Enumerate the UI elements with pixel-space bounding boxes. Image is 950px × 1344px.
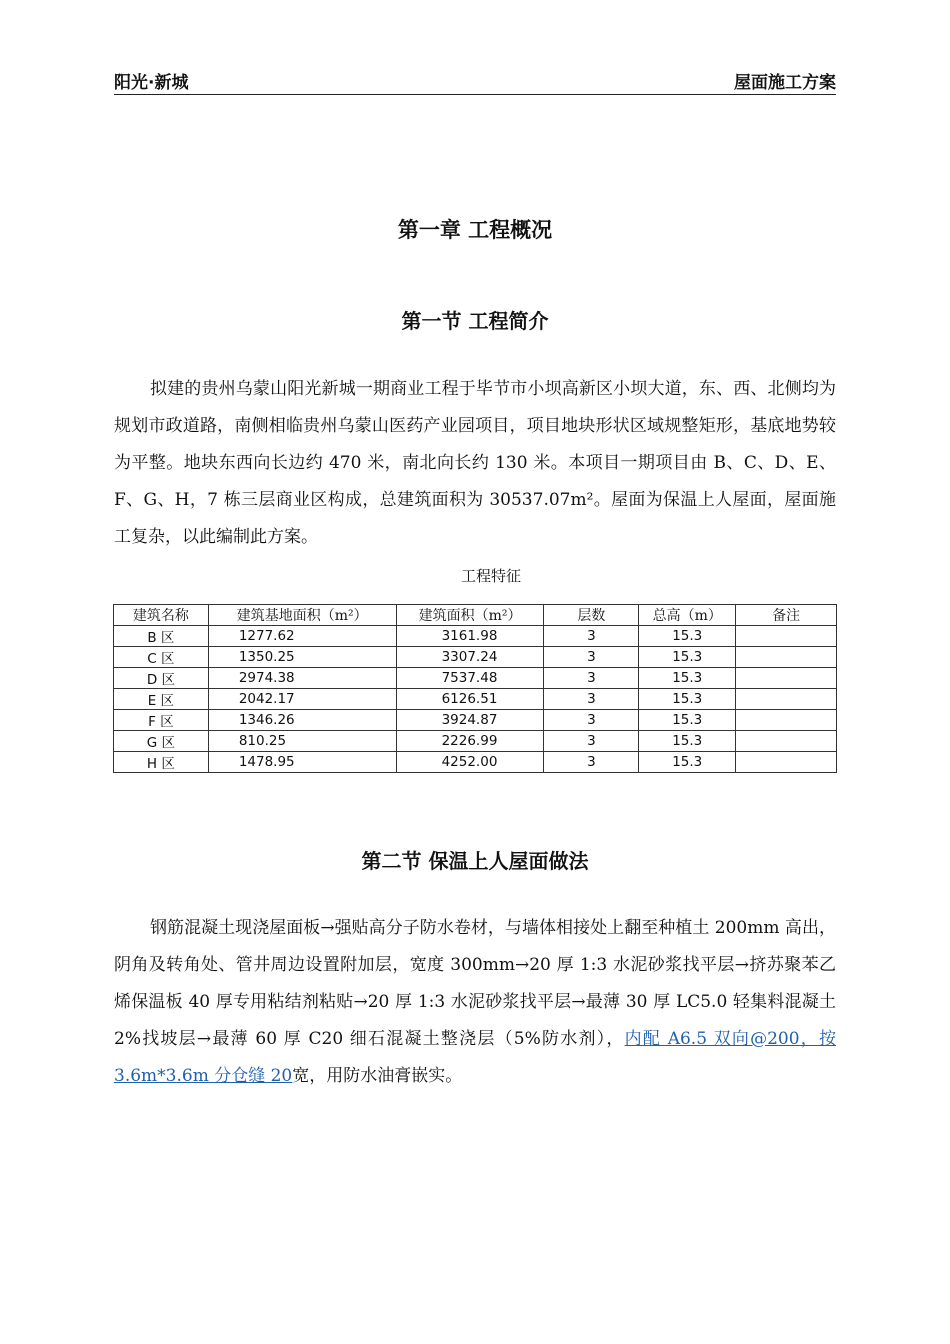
- header-project-name: 阳光·新城: [114, 73, 189, 93]
- table-cell: [736, 626, 837, 647]
- table-cell: 3924.87: [396, 710, 544, 731]
- table-row: [114, 731, 837, 752]
- table-cell: H 区: [114, 752, 209, 773]
- table-cell: 2974.38: [208, 668, 396, 689]
- reinforcement-link[interactable]: 内配 A6.5 双向@200，按 3.6m*3.6m 分仓缝 20: [114, 1029, 836, 1086]
- table-cell: [736, 647, 837, 668]
- table-caption: 工程特征: [460, 567, 521, 585]
- table-cell: 15.3: [639, 647, 736, 668]
- table-cell: D 区: [114, 668, 209, 689]
- table-cell: 810.25: [208, 731, 396, 752]
- table-cell: 3: [544, 647, 639, 668]
- table-cell: [736, 752, 837, 773]
- table-row: [114, 647, 837, 668]
- table-cell: G 区: [114, 731, 209, 752]
- table-cell: 3: [544, 689, 639, 710]
- table-cell: 1350.25: [208, 647, 396, 668]
- table-row: [114, 668, 837, 689]
- header-cell: 备注: [736, 605, 837, 626]
- table-row: [114, 710, 837, 731]
- table-cell: 3: [544, 626, 639, 647]
- table-row: [114, 689, 837, 710]
- header-cell: 建筑面积（m²）: [396, 605, 544, 626]
- header-cell: 总高（m）: [639, 605, 736, 626]
- project-features-table: [113, 604, 837, 773]
- header-cell: 建筑基地面积（m²）: [208, 605, 396, 626]
- table-cell: 4252.00: [396, 752, 544, 773]
- table-row: [114, 626, 837, 647]
- table-cell: 3: [544, 710, 639, 731]
- table-cell: [736, 689, 837, 710]
- table-cell: 6126.51: [396, 689, 544, 710]
- table-cell: 15.3: [639, 668, 736, 689]
- table-header-row: [114, 605, 837, 626]
- table-cell: [736, 710, 837, 731]
- table-cell: 3161.98: [396, 626, 544, 647]
- section2-text-end: 宽，用防水油膏嵌实。: [292, 1066, 463, 1086]
- table-cell: 1478.95: [208, 752, 396, 773]
- table-cell: 2226.99: [396, 731, 544, 752]
- table-cell: 3: [544, 731, 639, 752]
- section2-text: 钢筋混凝土现浇屋面板→强贴高分子防水卷材，与墙体相接处上翻至种植土 200mm 高出，阴角及转角处、管井周边设置附加层，宽度 300mm→20 厚 1:3 水泥砂浆找平层→挤苏聚苯乙烯保温板 40 厚专用粘结剂粘贴→20 厚 1:3 水泥砂浆找平层→最薄 30 厚 LC5.0 轻集料混凝土 2%找坡层→最薄 60 厚 C20 细石混凝土整浇层（5%防水剂），: [114, 918, 836, 1049]
- chapter-title: 第一章 工程概况: [397, 218, 553, 242]
- section2-paragraph: [114, 910, 836, 1095]
- table-cell: 3: [544, 752, 639, 773]
- table-cell: B 区: [114, 626, 209, 647]
- table-cell: 2042.17: [208, 689, 396, 710]
- table-cell: F 区: [114, 710, 209, 731]
- table-cell: 7537.48: [396, 668, 544, 689]
- table-cell: 3307.24: [396, 647, 544, 668]
- table-cell: 15.3: [639, 626, 736, 647]
- table-cell: [736, 668, 837, 689]
- header-document-title: 屋面施工方案: [734, 73, 836, 93]
- table-cell: [736, 731, 837, 752]
- table-cell: 15.3: [639, 752, 736, 773]
- section1-title: 第一节 工程简介: [401, 309, 549, 333]
- header-cell: 层数: [544, 605, 639, 626]
- table-cell: C 区: [114, 647, 209, 668]
- page-header: [114, 66, 836, 95]
- table-cell: E 区: [114, 689, 209, 710]
- section2-title: 第二节 保温上人屋面做法: [361, 849, 589, 873]
- table-cell: 15.3: [639, 689, 736, 710]
- section1-paragraph: 拟建的贵州乌蒙山阳光新城一期商业工程于毕节市小坝高新区小坝大道，东、西、北侧均为规划市政道路，南侧相临贵州乌蒙山医药产业园项目，项目地块形状区域规整矩形，基底地势较为平整。地块东西向长边约 470 米，南北向长约 130 米。本项目一期项目由 B、C、D、E、F、G、H，7 栋三层商业区构成，总建筑面积为 30537.07m²。屋面为保温上人屋面，屋面施工复杂，以此编制此方案。: [114, 379, 836, 547]
- table-cell: 1277.62: [208, 626, 396, 647]
- table-cell: 15.3: [639, 710, 736, 731]
- header-cell: 建筑名称: [114, 605, 209, 626]
- table-cell: 15.3: [639, 731, 736, 752]
- table-cell: 3: [544, 668, 639, 689]
- table-cell: 1346.26: [208, 710, 396, 731]
- table-row: [114, 752, 837, 773]
